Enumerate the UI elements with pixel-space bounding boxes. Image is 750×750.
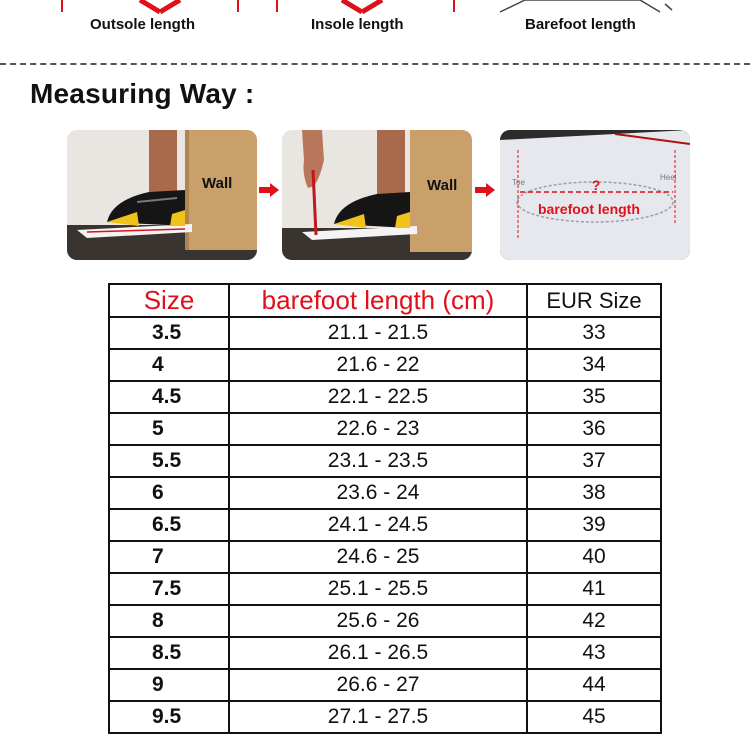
cell-size: 7.5 <box>109 573 229 605</box>
page-title: Measuring Way : <box>30 78 255 109</box>
dashed-divider <box>0 63 750 65</box>
cell-barefoot-length: 22.6 - 23 <box>229 413 527 445</box>
cell-size: 4 <box>109 349 229 381</box>
cell-size: 7 <box>109 541 229 573</box>
size-chart-table <box>108 283 662 734</box>
cell-eur-size: 40 <box>527 541 661 573</box>
table-row <box>109 637 661 669</box>
cell-eur-size: 35 <box>527 381 661 413</box>
table-row <box>109 541 661 573</box>
leg <box>149 130 177 200</box>
cell-size: 9.5 <box>109 701 229 733</box>
table-body <box>109 317 661 733</box>
table-row <box>109 605 661 637</box>
cell-size: 5 <box>109 413 229 445</box>
cell-barefoot-length: 25.1 - 25.5 <box>229 573 527 605</box>
photo-barefoot-length-paper <box>500 130 690 260</box>
cell-size: 3.5 <box>109 317 229 349</box>
header-size: Size <box>109 284 229 317</box>
cell-barefoot-length: 21.6 - 22 <box>229 349 527 381</box>
cell-barefoot-length: 25.6 - 26 <box>229 605 527 637</box>
cell-size: 8.5 <box>109 637 229 669</box>
cell-barefoot-length: 23.1 - 23.5 <box>229 445 527 477</box>
cell-eur-size: 44 <box>527 669 661 701</box>
cell-size: 6.5 <box>109 509 229 541</box>
arrow-right-icon <box>259 183 279 197</box>
barefoot-check-icon <box>665 4 672 10</box>
cell-barefoot-length: 22.1 - 22.5 <box>229 381 527 413</box>
table-row <box>109 701 661 733</box>
header-eur-size: EUR Size <box>527 284 661 317</box>
cell-size: 6 <box>109 477 229 509</box>
cell-eur-size: 43 <box>527 637 661 669</box>
cell-barefoot-length: 24.6 - 25 <box>229 541 527 573</box>
cell-eur-size: 37 <box>527 445 661 477</box>
cell-eur-size: 33 <box>527 317 661 349</box>
table-row <box>109 445 661 477</box>
paper <box>500 130 690 260</box>
cell-eur-size: 45 <box>527 701 661 733</box>
barefoot-length-photo-label: barefoot length <box>538 201 640 217</box>
table-row <box>109 317 661 349</box>
cell-size: 4.5 <box>109 381 229 413</box>
cell-barefoot-length: 21.1 - 21.5 <box>229 317 527 349</box>
heel-mark: Heel <box>660 173 677 182</box>
cell-eur-size: 36 <box>527 413 661 445</box>
wall-label: Wall <box>202 175 233 192</box>
header-barefoot-length: barefoot length (cm) <box>229 284 527 317</box>
arrow-right-icon <box>475 183 495 197</box>
table-header-row <box>109 284 661 317</box>
cell-eur-size: 42 <box>527 605 661 637</box>
cell-size: 5.5 <box>109 445 229 477</box>
cell-size: 9 <box>109 669 229 701</box>
table-row <box>109 669 661 701</box>
table-row <box>109 349 661 381</box>
table-row <box>109 381 661 413</box>
outsole-cross-icon <box>140 0 180 12</box>
wall-label: Wall <box>427 177 458 194</box>
photo-foot-against-wall <box>67 130 257 260</box>
cell-eur-size: 38 <box>527 477 661 509</box>
table-row <box>109 413 661 445</box>
cell-eur-size: 39 <box>527 509 661 541</box>
table-row <box>109 573 661 605</box>
question-mark: ? <box>591 177 601 193</box>
insole-cross-icon <box>342 0 382 12</box>
cell-barefoot-length: 26.6 - 27 <box>229 669 527 701</box>
measurement-types-strip <box>0 0 750 42</box>
cell-barefoot-length: 23.6 - 24 <box>229 477 527 509</box>
leg <box>377 130 405 202</box>
insole-length-label: Insole length <box>311 16 404 33</box>
table-row <box>109 477 661 509</box>
cell-eur-size: 41 <box>527 573 661 605</box>
cell-size: 8 <box>109 605 229 637</box>
cell-barefoot-length: 26.1 - 26.5 <box>229 637 527 669</box>
toe-mark: Toe <box>512 178 525 187</box>
cell-barefoot-length: 24.1 - 24.5 <box>229 509 527 541</box>
outsole-length-label: Outsole length <box>90 16 195 33</box>
cell-eur-size: 34 <box>527 349 661 381</box>
barefoot-outline-icon <box>500 0 660 12</box>
table-row <box>109 509 661 541</box>
barefoot-length-label: Barefoot length <box>525 16 636 33</box>
photo-marking-toe <box>282 130 472 260</box>
cell-barefoot-length: 27.1 - 27.5 <box>229 701 527 733</box>
